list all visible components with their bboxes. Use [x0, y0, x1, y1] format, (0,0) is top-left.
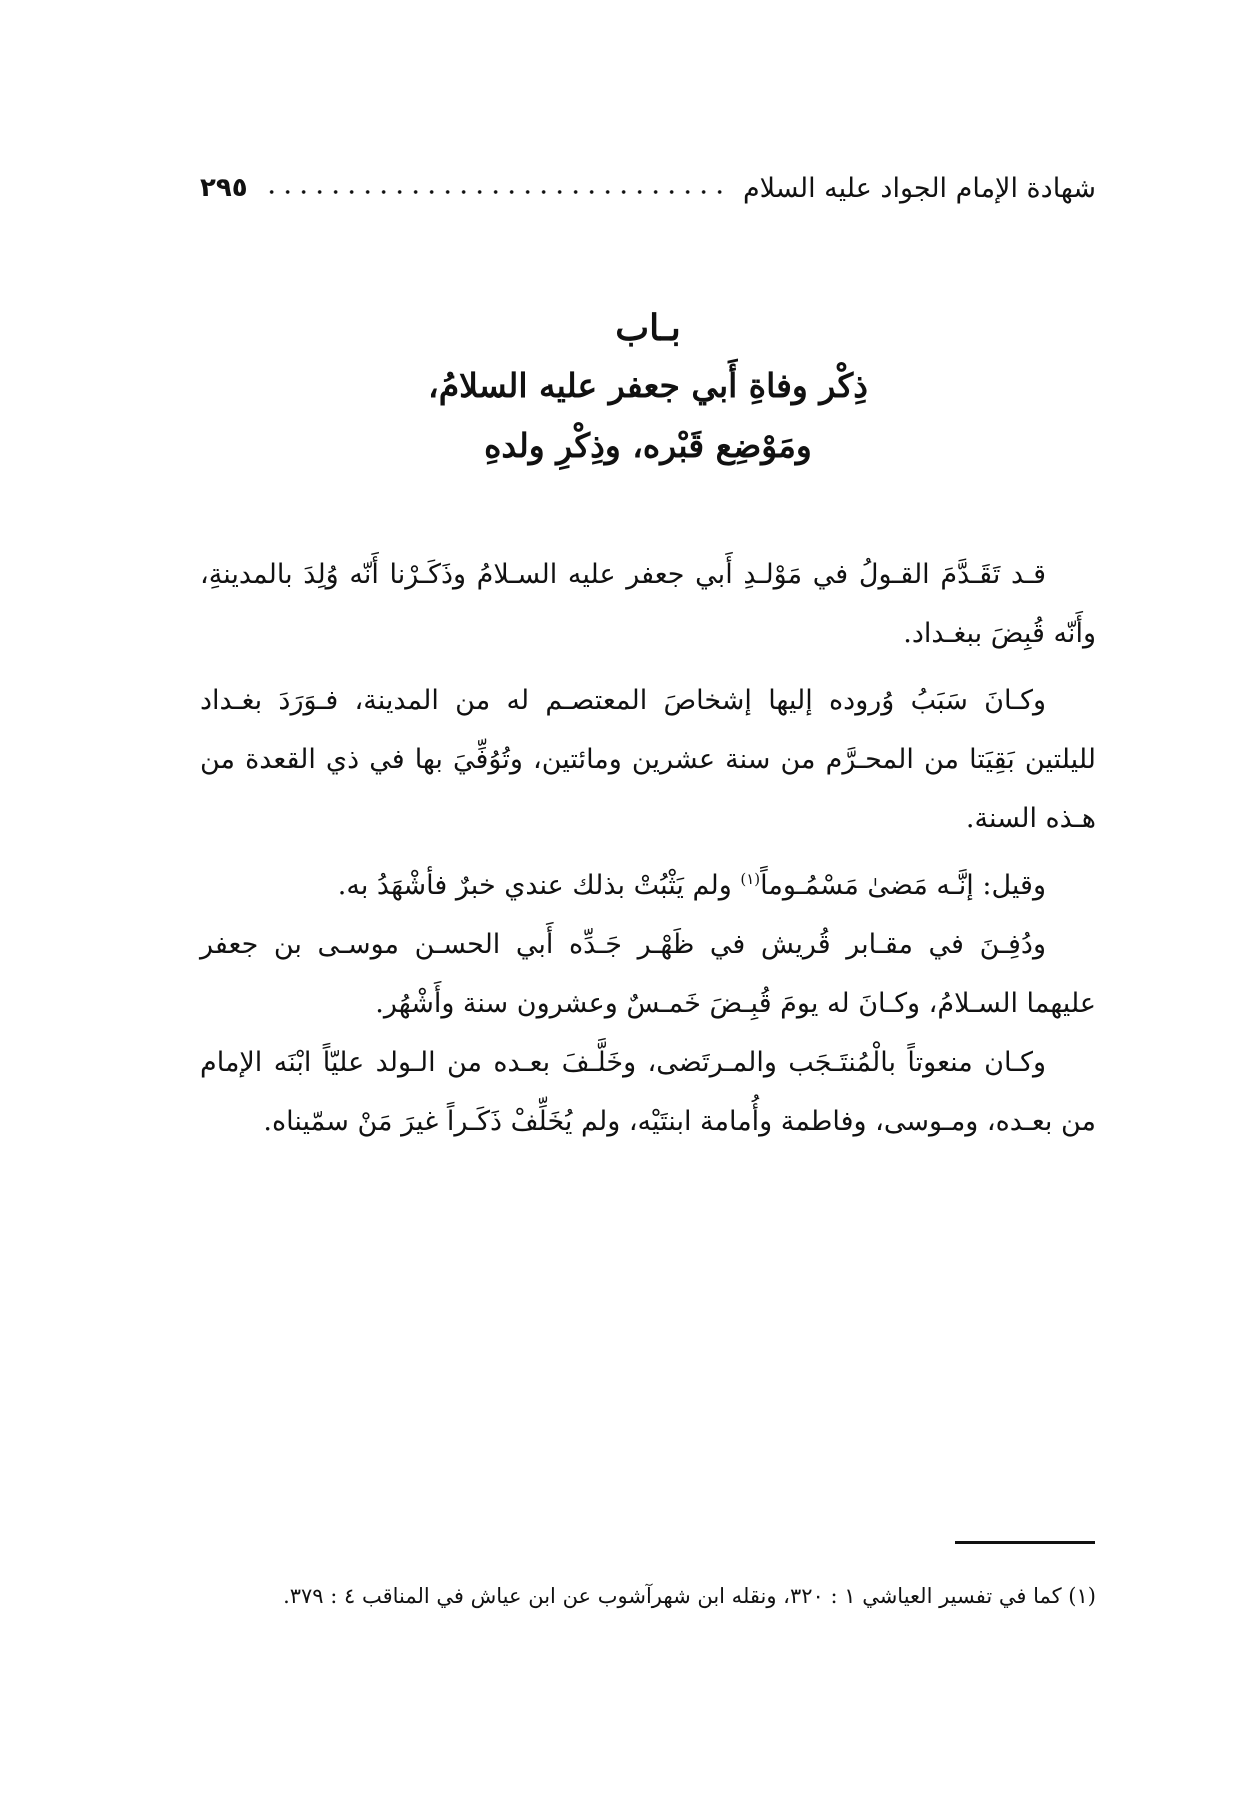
- paragraph-5: وكـان منعوتاً بالْمُنتَـجَب والمـرتَضى، وخَلَّـفَ بعـده من الـولد عليّاً ابْنَه الإمام من بعـده، ومـوسى، وفاطمة وأُمامة ابنتَيْه، ولم يُخَلِّفْ ذَكَـراً غيرَ مَنْ سمّيناه.: [200, 1047, 1096, 1137]
- running-header-title: شهادة الإمام الجواد عليه السلام: [742, 172, 1096, 204]
- paragraph-3-text-b: ولم يَثْبُتْ بذلك عندي خبرٌ فأشْهَدُ به.: [337, 870, 741, 901]
- paragraph-2: وكـانَ سَبَبُ وُروده إليها إشخاصَ المعتصـم له من المدينة، فـوَرَدَ بغـداد لليلتين بَقِيَتا من المحـرَّم من سنة عشرين ومائتين، وتُوُفِّيَ بها في ذي القعدة من هـذه السنة.: [200, 685, 1096, 834]
- chapter-title-line-2: ومَوْضِع قَبْره، وذِكْرِ ولدهِ: [484, 426, 812, 465]
- dot-leader: [260, 189, 731, 195]
- footnote-separator: [955, 1541, 1095, 1544]
- paragraph-4: ودُفِـنَ في مقـابر قُريش في ظَهْـر جَـدِّه أَبي الحسـن موسـى بن جعفر عليهما السـلامُ، وكـانَ له يومَ قُبِـضَ خَمـسٌ وعشرون سنة وأَشْهُر.: [200, 929, 1096, 1019]
- paragraph-1: قـد تَقَـدَّمَ القـولُ في مَوْلـدِ أَبي جعفر عليه السـلامُ وذَكَـرْنا أَنّه وُلِدَ بالمدينةِ، وأَنّه قُبِضَ ببغـداد.: [200, 559, 1096, 649]
- footnote: (١) كما في تفسير العياشي ١ : ٣٢٠، ونقله ابن شهرآشوب عن ابن عياش في المناقب ٤ : ٣٧٩.: [283, 1584, 1096, 1608]
- paragraph-3-text-a: وقيل: إنَّـه مَضىٰ مَسْمُـوماً: [760, 870, 1046, 901]
- chapter-title-line-1: ذِكْر وفاةِ أَبي جعفر عليه السلامُ،: [428, 366, 868, 405]
- page-number: ٢٩٥: [200, 173, 248, 203]
- chapter-heading: [200, 300, 1096, 476]
- chapter-label: بـاب: [615, 307, 681, 349]
- running-header: [200, 166, 1096, 210]
- footnote-reference[interactable]: (١): [740, 870, 761, 888]
- paragraph-3: [200, 856, 1096, 915]
- body-text: [200, 545, 1096, 1151]
